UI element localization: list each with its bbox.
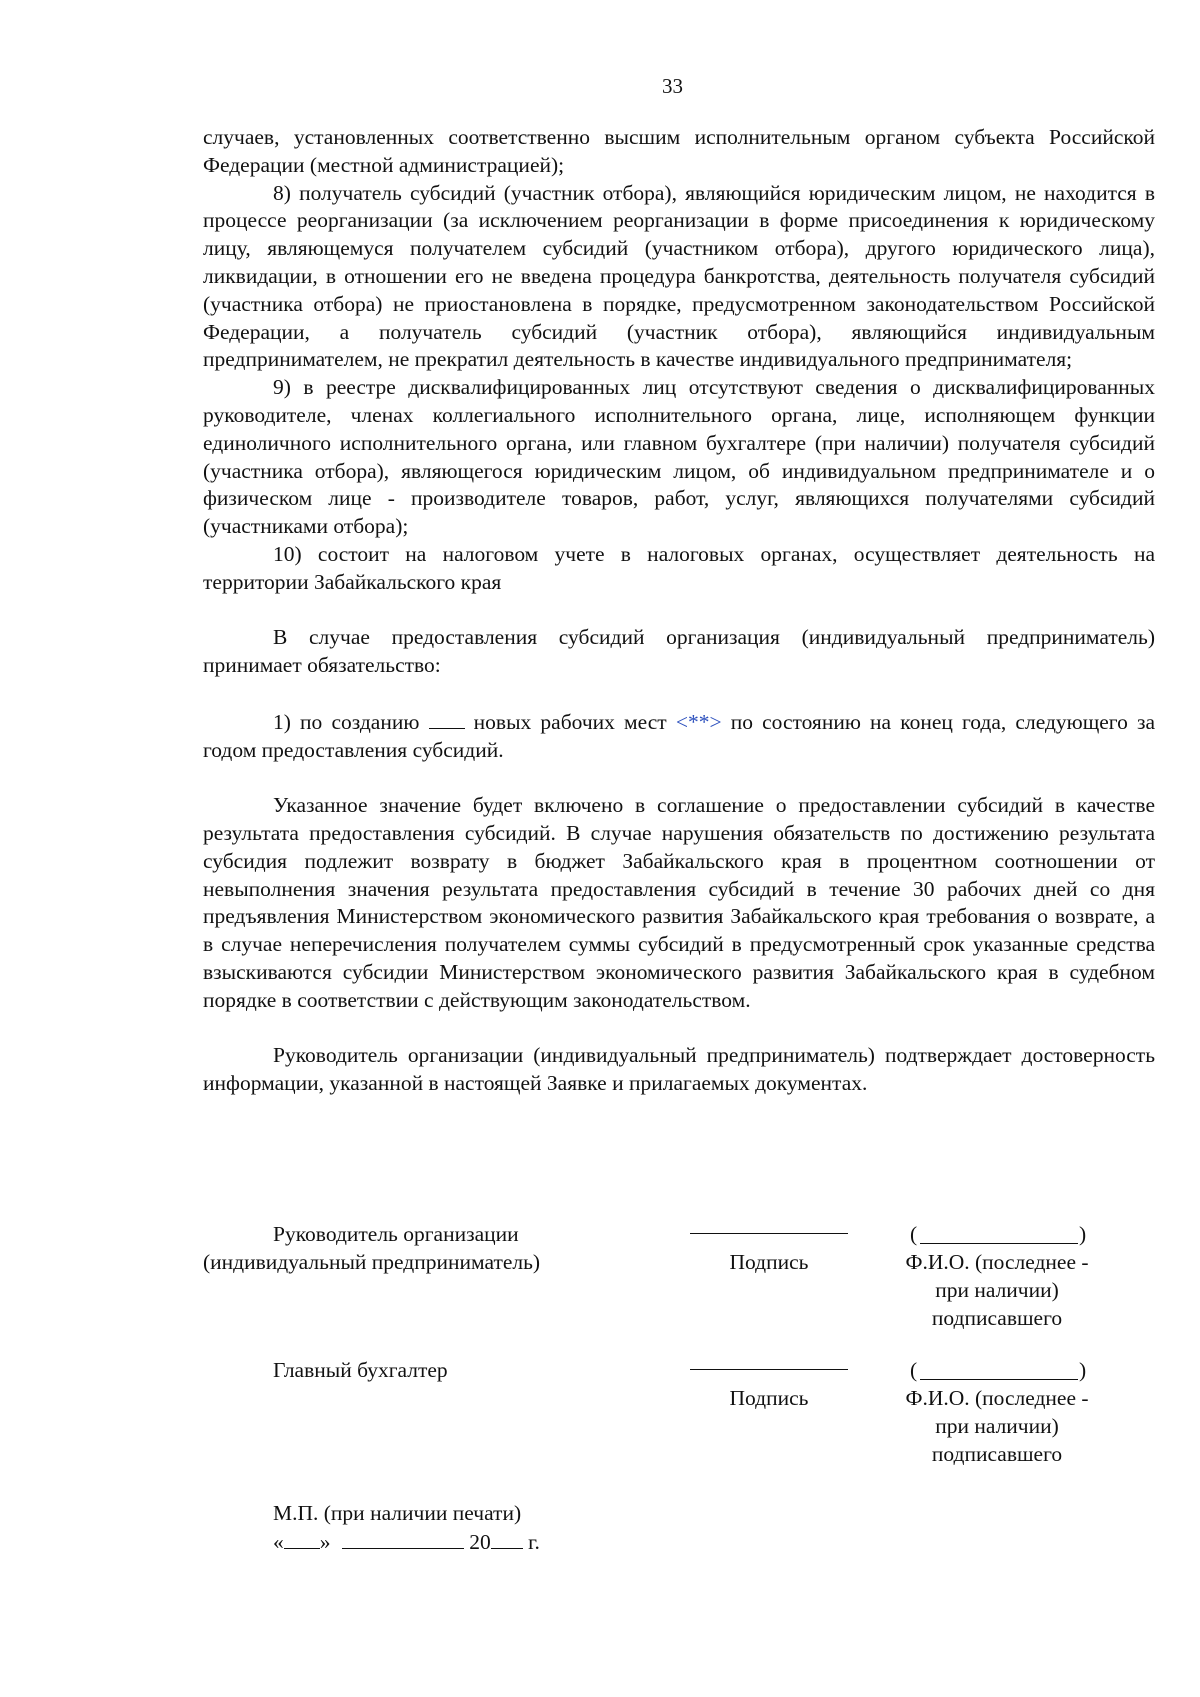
spacer: [203, 764, 1155, 792]
document-body: [203, 124, 1155, 1098]
paragraph-item-9: 9) в реестре дисквалифицированных лиц отсутствуют сведения о дисквалифицированных руководителе, членах коллегиального исполнительного органа, лице, исполняющем функции единоличного исполнительного органа, или главном бухгалтере (при наличии) получателя субсидий (участника отбора), являющегося юридическим лицом, об индивидуальном предпринимателе и о физическом лице - производителе товаров, работ, услуг, являющихся получателями субсидий (участниками отбора);: [203, 375, 1155, 539]
accountant-fio-caption-2: при наличии): [935, 1414, 1059, 1438]
head-signature-line[interactable]: [690, 1233, 848, 1234]
date-month-blank[interactable]: [342, 1528, 464, 1549]
spacer: [203, 597, 1155, 625]
date-year-prefix: 20: [469, 1530, 491, 1554]
paragraph-item-8: 8) получатель субсидий (участник отбора), являющийся юридическим лицом, не находится в процессе реорганизации (за исключением реорганизации в форме присоединения к юридическому лицу, являющемуся получателем субсидий (участником отбора), другого юридического лица), ликвидации, в отношении его не введена процедура банкротства, деятельность получателя субсидий (участника отбора) не приостановлена в порядке, предусмотренном законодательством Российской Федерации, а получатель субсидий (участник отбора), являющийся индивидуальным предпринимателем, не прекратил деятельность в качестве индивидуального предпринимателя;: [203, 180, 1155, 372]
result-paragraph: Указанное значение будет включено в соглашение о предоставлении субсидий в качестве результата предоставления субсидий. В случае нарушения обязательств по достижению результата субсидия подлежит возврату в бюджет Забайкальского края в процентном соотношении от невыполнения значения результата предоставления субсидий в течение 30 рабочих дней со дня предъявления Министерством экономического развития Забайкальского края требования о возврате, а в случае неперечисления получателем суммы субсидий в предусмотренный срок указанные средства взыскиваются субсидии Министерством экономического развития Забайкальского края в судебном порядке в соответствии с действующим законодательством.: [203, 793, 1155, 1012]
jobs-count-blank[interactable]: [429, 708, 465, 729]
date-line: [273, 1528, 540, 1557]
head-fio-paren-close: ): [1079, 1222, 1087, 1246]
head-fio-caption-2: при наличии): [935, 1278, 1059, 1302]
accountant-fio-caption-1: Ф.И.О. (последнее -: [905, 1386, 1089, 1410]
obligation-item-1: [203, 708, 1155, 765]
obligation-intro: В случае предоставления субсидий организация (индивидуальный предприниматель) принимает обязательство:: [203, 625, 1155, 678]
page-number: 33: [662, 74, 683, 98]
accountant-title: Главный бухгалтер: [273, 1358, 448, 1382]
head-fio-paren-open: (: [910, 1222, 918, 1246]
head-signature-label: Подпись: [729, 1250, 809, 1274]
accountant-signature-line[interactable]: [690, 1369, 848, 1370]
obligation-item-suffix: по состоянию на конец года, следующего за годом предоставления субсидий.: [203, 709, 1156, 762]
head-title-line2: (индивидуальный предприниматель): [203, 1250, 541, 1274]
date-quote-close: »: [319, 1530, 331, 1554]
date-quote-open: «: [273, 1530, 284, 1554]
stamp-label: М.П. (при наличии печати): [273, 1501, 522, 1525]
head-fio-line[interactable]: [920, 1243, 1078, 1244]
paragraph-item-10: 10) состоит на налоговом учете в налоговых органах, осуществляет деятельность на территории Забайкальского края: [203, 541, 1155, 594]
date-day-blank[interactable]: [284, 1528, 320, 1549]
accountant-fio-paren-close: ): [1079, 1358, 1087, 1382]
accountant-fio-line[interactable]: [920, 1379, 1078, 1380]
footnote-link[interactable]: <**>: [675, 709, 722, 734]
head-title-line1: Руководитель организации: [273, 1222, 519, 1246]
accountant-fio-caption-3: подписавшего: [931, 1442, 1063, 1466]
spacer: [203, 680, 1155, 708]
accountant-signature-label: Подпись: [729, 1386, 809, 1410]
date-year-suffix: г.: [528, 1530, 540, 1554]
paragraph-continuation: случаев, установленных соответственно высшим исполнительным органом субъекта Российской Федерации (местной администрацией);: [203, 125, 1155, 177]
obligation-item-prefix: 1) по созданию: [273, 709, 420, 734]
accountant-fio-paren-open: (: [910, 1358, 918, 1382]
date-year-blank[interactable]: [491, 1528, 523, 1549]
obligation-item-middle: новых рабочих мест: [473, 709, 667, 734]
confirmation-paragraph: Руководитель организации (индивидуальный предприниматель) подтверждает достоверность информации, указанной в настоящей Заявке и прилагаемых документах.: [203, 1043, 1155, 1096]
head-fio-caption-3: подписавшего: [931, 1306, 1063, 1330]
spacer: [203, 1015, 1155, 1043]
head-fio-caption-1: Ф.И.О. (последнее -: [905, 1250, 1089, 1274]
